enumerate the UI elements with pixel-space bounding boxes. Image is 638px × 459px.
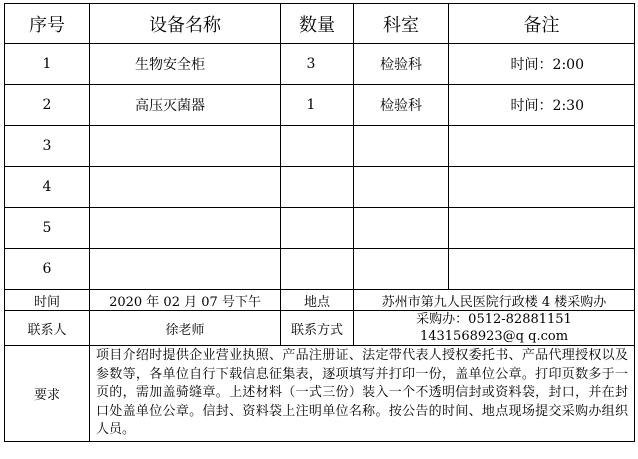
- row-device-name: [90, 208, 281, 249]
- contact-person-label: 联系人: [5, 311, 90, 346]
- row-index: 2: [5, 85, 90, 126]
- time-value: 2020 年 02 月 07 号下午: [90, 290, 281, 311]
- equipment-table: [4, 3, 635, 442]
- header-index: 序号: [5, 4, 90, 44]
- requirements-row: [5, 346, 635, 442]
- time-label: 时间: [5, 290, 90, 311]
- row-quantity: [281, 249, 354, 290]
- contact-row: [5, 311, 635, 346]
- row-remark: 时间：2:00: [449, 44, 635, 85]
- row-quantity: [281, 126, 354, 167]
- header-device-name: 设备名称: [90, 4, 281, 44]
- header-quantity: 数量: [281, 4, 354, 44]
- row-index: 1: [5, 44, 90, 85]
- row-device-name: [90, 249, 281, 290]
- row-remark: [449, 126, 635, 167]
- row-remark: 时间：2:30: [449, 85, 635, 126]
- row-index: 5: [5, 208, 90, 249]
- row-index: 4: [5, 167, 90, 208]
- header-remarks: 备注: [449, 4, 635, 44]
- row-device-name: [90, 126, 281, 167]
- table-row: [5, 85, 635, 126]
- table-row: [5, 44, 635, 85]
- row-remark: [449, 249, 635, 290]
- row-department: [354, 126, 449, 167]
- header-department: 科室: [354, 4, 449, 44]
- row-quantity: [281, 167, 354, 208]
- row-department: 检验科: [354, 85, 449, 126]
- row-index: 3: [5, 126, 90, 167]
- table-row: [5, 126, 635, 167]
- row-remark: [449, 208, 635, 249]
- row-remark: [449, 167, 635, 208]
- row-quantity: 1: [281, 85, 354, 126]
- contact-phone: 采购办：0512-82881151: [416, 312, 572, 327]
- row-device-name: 生物安全柜: [90, 44, 281, 85]
- row-device-name: [90, 167, 281, 208]
- row-department: [354, 208, 449, 249]
- row-department: [354, 167, 449, 208]
- location-value: 苏州市第九人民医院行政楼 4 楼采购办: [354, 290, 635, 311]
- table-row: [5, 167, 635, 208]
- row-quantity: 3: [281, 44, 354, 85]
- time-location-row: [5, 290, 635, 311]
- row-department: [354, 249, 449, 290]
- row-device-name: 高压灭菌器: [90, 85, 281, 126]
- requirements-text: 项目介绍时提供企业营业执照、产品注册证、法定带代表人授权委托书、产品代理授权以及参数等，各单位自行下载信息征集表，逐项填写并打印一份，盖单位公章。打印页数多于一页的，需加盖骑缝章。上述材料（一式三份）装入一个不透明信封或资料袋，封口，并在封口处盖单位公章。信封、资料袋上注明单位名称。按公告的时间、地点现场提交采购办组织人员。: [90, 346, 635, 442]
- row-quantity: [281, 208, 354, 249]
- requirements-label: 要求: [5, 346, 90, 442]
- row-index: 6: [5, 249, 90, 290]
- contact-email: 1431568923@q q.com: [419, 329, 569, 344]
- row-department: 检验科: [354, 44, 449, 85]
- contact-method-label: 联系方式: [281, 311, 354, 346]
- table-row: [5, 249, 635, 290]
- location-label: 地点: [281, 290, 354, 311]
- table-header-row: [5, 4, 635, 44]
- contact-method-value: [354, 311, 635, 346]
- table-row: [5, 208, 635, 249]
- contact-person-value: 徐老师: [90, 311, 281, 346]
